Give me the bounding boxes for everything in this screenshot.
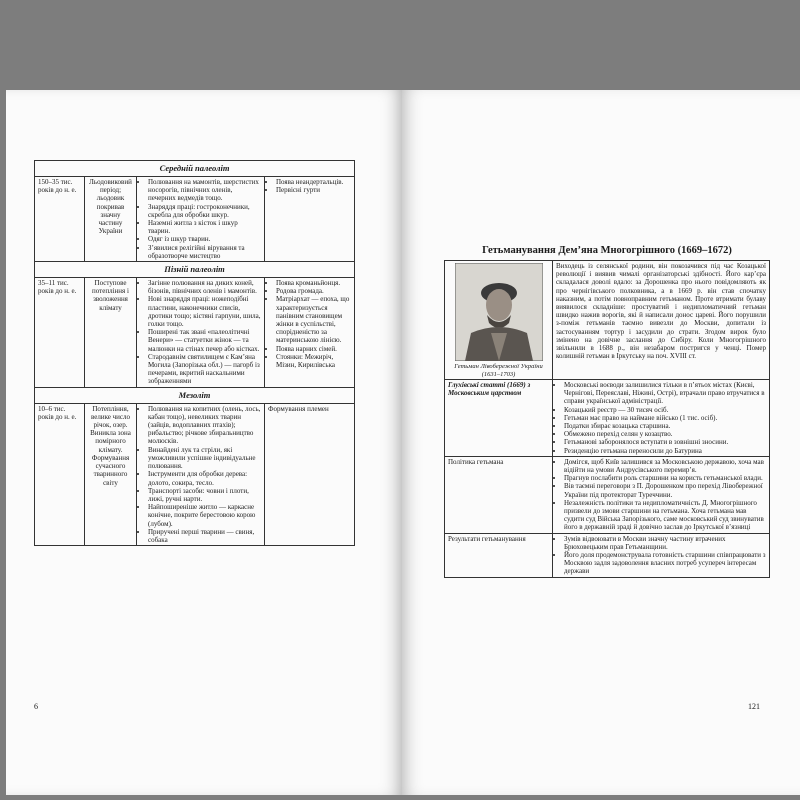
list-item: • Вів таємні переговори з П. Дорошенком про перехід Лівобережної України під протекторат Туреччини. — [564, 482, 766, 498]
details-cell — [553, 380, 770, 457]
list-item: • Полювання на мамонтів, шерстистих носорогів, північних оленів, печерних ведмедів тощо. — [148, 178, 261, 203]
list-item: • Родова громада. — [276, 287, 351, 295]
climate-cell: Потепління, велике число річок, озер. Виникла зона помірного клімату. Формування сучасного тваринного світу — [85, 403, 137, 545]
portrait-cell — [445, 261, 553, 380]
list-item: • Поява неандертальців. — [276, 178, 351, 186]
section-title: Середній палеоліт — [35, 161, 355, 177]
page-number: 121 — [748, 702, 760, 711]
list-item: • Козацький реєстр — 30 тисяч осіб. — [564, 406, 766, 414]
economy-cell — [137, 403, 265, 545]
list-item: • Приручені перші тварини — свиня, собака — [148, 528, 261, 544]
details-cell — [553, 456, 770, 533]
row-label: Політика гетьмана — [445, 456, 553, 533]
page-number: 6 — [34, 702, 38, 711]
list-item: • Полювання на копитних (олень, лось, кабан тощо), невеликих тварин (зайців, водоплавних птахів); рибальство; річкове збиральництво молюсків. — [148, 405, 261, 446]
list-item: • Його доля продемонструвала готовність старшини співпрацювати з Москвою задля задоволення власних потреб усупереч інтересам держави — [564, 551, 766, 576]
list-item: • Наземні житла з кісток і шкур тварин. — [148, 219, 261, 235]
page-title: Гетьманування Дем’яна Многогрішного (1669–1672) — [482, 245, 732, 256]
list-item: • Резиденцію гетьмана переносили до Батурина — [564, 447, 766, 455]
list-item: • Одяг із шкур тварин. — [148, 235, 261, 243]
climate-cell: Поступове потепління і зволоження клімату — [85, 278, 137, 388]
list-item: • З’явилися релігійні вірування та образотворче мистецтво — [148, 244, 261, 260]
list-item: • Податки збирає козацька старшина. — [564, 422, 766, 430]
portrait-caption: Гетьман Лівобережної України (1631–1703) — [454, 363, 543, 378]
details-cell — [553, 533, 770, 577]
list-item: • Незалежність політики та недипломатичність Д. Многогрішного призвели до змови старшини на гетьмана. Хоча гетьмана мав судити суд Війська Запорізького, саме московський суд звинуватив його в державній зраді й довічно заслав до Іркутської в’язниці — [564, 499, 766, 532]
economy-cell — [137, 177, 265, 262]
list-item: • Матріархат — епоха, що характеризується панівним становищем жінки в суспільстві, спорідненістю за материнською лінією. — [276, 295, 351, 344]
society-cell: Формування племен — [265, 403, 355, 545]
list-item: • Московські воєводи залишилися тільки в п’ятьох містах (Києві, Чернігові, Переяславі, Ніжині, Острі), втрачали право втручатися в справи української адміністрації. — [564, 381, 766, 406]
list-item: • Прагнув послабити роль старшини на користь гетьманської влади. — [564, 474, 766, 482]
left-page — [6, 90, 402, 795]
society-cell — [265, 278, 355, 388]
list-item: • Загінне полювання на диких коней, бізонів, північних оленів і мамонтів. — [148, 279, 261, 295]
biography-cell: Виходець із селянської родини, він покозачився під час Козацької революції і виявив чималі організаторські здібності. Його кар’єра складалася доволі вдало: за Дорошенка про нього повідомляють як про чернігівського полковника, а в 1669 р. він став спочатку наказним, а потім повноправним гетьманом. Проте втримати булаву виявилося складніше: простуватий і недипломатичний гетьман швидко нажив ворогів, які й написали донос цареві. Його порушили з-поміж гетьманів таємно вивезли до Москви, допитали із застосуванням тортур і засудили до страти. Згодом вирок було змінено на довічне заслання до Сибіру. Коли Многогрішного звільнили в 1688 р., він незабаром постригся у ченці. Помер колишній гетьман в Іркутську на поч. XVIII ст. — [553, 261, 770, 380]
portrait-image — [455, 263, 543, 361]
list-item: • Первісні гурти — [276, 186, 351, 194]
list-item: • Поява кроманьйонця. — [276, 279, 351, 287]
table-row — [445, 456, 770, 533]
list-item: • Винайдені лук та стріли, які уможливили успішне індивідуальне полювання. — [148, 446, 261, 471]
table-row — [35, 278, 355, 388]
list-item: • Гетьман має право на наймане військо (1 тис. осіб). — [564, 414, 766, 422]
paleolithic-table — [34, 160, 355, 546]
list-item: • Стародавнім святилищем є Кам’яна Могила (Запорізька обл.) — пагорб із печерами, вкритий наскальними зображеннями — [148, 353, 261, 386]
hetman-table — [444, 260, 770, 578]
list-item: • Поширені так звані «палеолітичні Венери» — статуетки жінок — та малюнки на стінах печер або кістках. — [148, 328, 261, 353]
section-title: Пізній палеоліт — [35, 262, 355, 278]
list-item: • Найпоширеніше житло — каркасне конічне, покрите берестовою корою (лубом). — [148, 503, 261, 528]
period-cell: 35–11 тис. років до н. е. — [35, 278, 85, 388]
list-item: • Стоянки: Межиріч, Мізин, Кирилівська — [276, 353, 351, 369]
section-title: Мезоліт — [35, 387, 355, 403]
row-label: Результати гетьманування — [445, 533, 553, 577]
table-row — [35, 177, 355, 262]
list-item: • Знаряддя праці: гостроконечники, скребла для обробки шкур. — [148, 203, 261, 219]
list-item: • Поява нарних сімей. — [276, 345, 351, 353]
table-row — [445, 261, 770, 380]
list-item: • Домігся, щоб Київ залишився за Московською державою, хоча мав відійти на умови Андрусівського перемир’я. — [564, 458, 766, 474]
list-item: • Транспорті засоби: човни і плоти, лижі, ручні нарти. — [148, 487, 261, 503]
right-page — [402, 90, 800, 795]
list-item: • Обмежено перехід селян у козацтво. — [564, 430, 766, 438]
list-item: • Нові знаряддя праці: ножеподібні пластини, наконечники списів, дротики тощо; кістяні гарпуни, шила, голки тощо. — [148, 295, 261, 328]
table-row — [445, 380, 770, 457]
period-cell: 10–6 тис. років до н. е. — [35, 403, 85, 545]
table-row — [35, 403, 355, 545]
society-cell — [265, 177, 355, 262]
row-label: Глухівські статті (1669) з Московським царством — [445, 380, 553, 457]
list-item: • Гетьманові заборонялося вступати в зовнішні зносини. — [564, 438, 766, 446]
climate-cell: Льодовиковий період; льодовик покривав значну частину України — [85, 177, 137, 262]
period-cell: 150–35 тис. років до н. е. — [35, 177, 85, 262]
list-item: • Зумів відвоювати в Москви значну частину втрачених Брюховецьким прав Гетьманщини. — [564, 535, 766, 551]
economy-cell — [137, 278, 265, 388]
list-item: • Інструменти для обробки дерева: долото, сокира, тесло. — [148, 470, 261, 486]
table-row — [445, 533, 770, 577]
